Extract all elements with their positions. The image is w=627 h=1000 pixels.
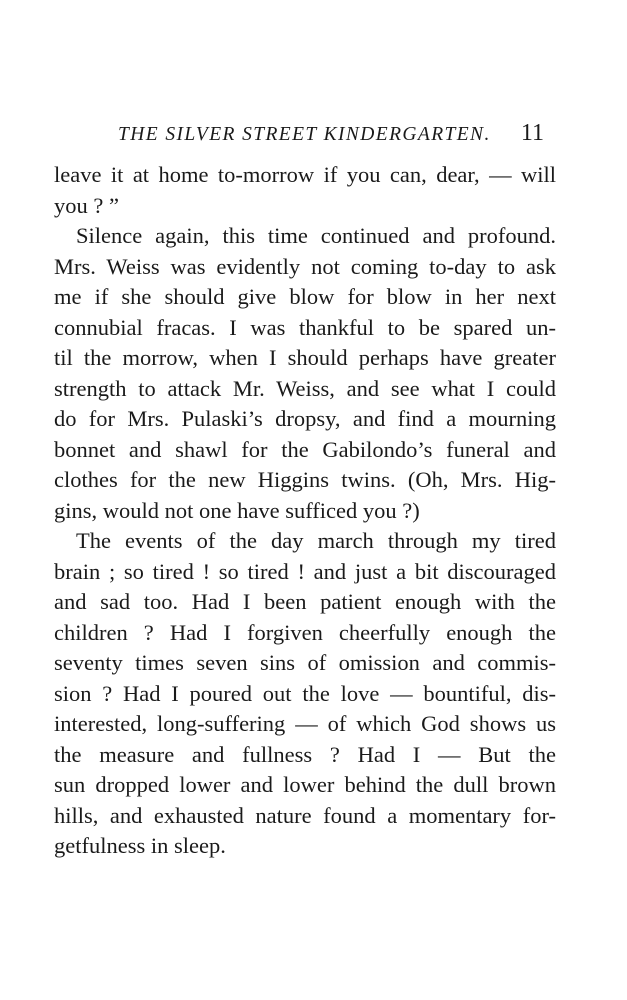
text-line: seventy times seven sins of omission and commis- — [54, 650, 556, 675]
text-line: til the morrow, when I should perhaps have greater — [54, 345, 556, 370]
text-line: clothes for the new Higgins twins. (Oh, Mrs. Hig- — [54, 467, 556, 492]
text-line: you ? ” — [54, 192, 119, 218]
text-line: the measure and fullness ? Had I — But the — [54, 741, 556, 767]
text-line: Mrs. Weiss was evidently not coming to-day to ask — [54, 253, 556, 279]
text-line: gins, would not one have sufficed you ?) — [54, 497, 420, 523]
text-line: getfulness in sleep. — [54, 833, 226, 858]
text-line: strength to attack Mr. Weiss, and see what I could — [54, 375, 556, 401]
text-line: and sad too. Had I been patient enough with the — [54, 589, 556, 614]
running-title: THE SILVER STREET KINDERGARTEN. — [118, 124, 491, 145]
text-line: interested, long-suffering — of which God shows us — [54, 711, 556, 736]
text-line: sun dropped lower and lower behind the dull brown — [54, 772, 556, 797]
text-line: me if she should give blow for blow in her next — [54, 284, 556, 309]
text-line: hills, and exhausted nature found a momentary for- — [54, 802, 556, 828]
page-number: 11 — [520, 120, 544, 146]
text-line: bonnet and shawl for the Gabilondo’s funeral and — [54, 436, 556, 462]
text-line: Silence again, this time continued and profound. — [76, 223, 556, 248]
text-line: The events of the day march through my tired — [76, 528, 556, 553]
running-head — [100, 120, 548, 150]
text-line: leave it at home to-morrow if you can, dear, — will — [54, 162, 556, 187]
text-line: brain ; so tired ! so tired ! and just a bit discouraged — [54, 558, 556, 584]
text-line: children ? Had I forgiven cheerfully enough the — [54, 619, 556, 645]
text-line: do for Mrs. Pulaski’s dropsy, and find a mourning — [54, 406, 556, 431]
text-line: connubial fracas. I was thankful to be spared un- — [54, 314, 556, 340]
text-line: sion ? Had I poured out the love — bountiful, dis- — [54, 680, 556, 706]
body-text — [54, 160, 556, 862]
